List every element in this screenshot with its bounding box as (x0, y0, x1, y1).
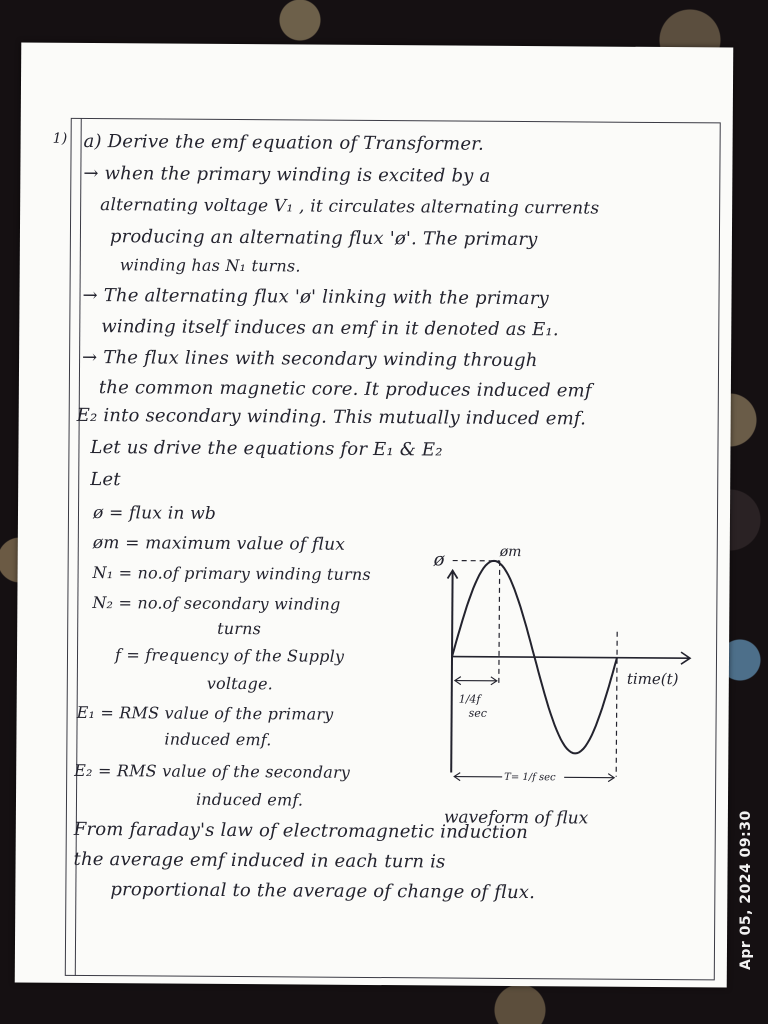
text-line: alternating voltage V₁ , it circulates alternating currents (100, 195, 600, 219)
question-number: 1) (52, 130, 68, 147)
quarter-period-unit: sec (468, 706, 487, 720)
time-axis-label: time(t) (626, 669, 679, 689)
flux-axis (451, 571, 452, 773)
definition-line: N₁ = no.of primary winding turns (92, 563, 371, 584)
quarter-period-guide (499, 561, 500, 686)
definition-line: induced emf. (164, 729, 272, 750)
definition-line: turns (217, 618, 262, 639)
period-end-guide (616, 632, 617, 777)
text-line: producing an alternating flux 'ø'. The primary (109, 226, 538, 251)
definition-line: øm = maximum value of flux (92, 533, 346, 555)
quarter-period-label: 1/4f (458, 692, 481, 706)
flux-axis-label: ø (433, 549, 445, 571)
definition-line: voltage. (206, 673, 274, 694)
definition-line: ø = flux in wb (92, 503, 217, 524)
time-axis (452, 657, 689, 659)
photo-timestamp: Apr 05, 2024 09:30 (738, 810, 754, 970)
definition-line: E₂ = RMS value of the secondary (74, 760, 351, 782)
diagram-caption: waveform of flux (443, 807, 589, 829)
text-line: Let us drive the equations for E₁ & E₂ (90, 437, 443, 461)
text-line: From faraday's law of electromagnetic induction (73, 818, 529, 844)
text-line: → when the primary winding is excited by a (83, 162, 491, 187)
text-line: winding itself induces an emf in it denoted as E₁. (101, 316, 559, 341)
question-heading: a) Derive the emf equation of Transformer. (83, 130, 485, 155)
text-line: the average emf induced in each turn is (73, 848, 446, 873)
definition-line: f = frequency of the Supply (114, 645, 345, 666)
text-line: E₂ into secondary winding. This mutually induced emf. (76, 404, 587, 430)
text-line: → The flux lines with secondary winding through (82, 346, 538, 372)
text-line: proportional to the average of change of flux. (110, 879, 536, 904)
text-line: Let (90, 469, 121, 491)
notebook-page (15, 43, 734, 988)
definition-line: E₁ = RMS value of the primary (76, 702, 334, 724)
definition-line: N₂ = no.of secondary winding (92, 593, 341, 614)
text-line: the common magnetic core. It produces induced emf (98, 377, 592, 402)
peak-label: øm (499, 543, 522, 561)
text-line: winding has N₁ turns. (119, 255, 301, 276)
definition-line: induced emf. (195, 789, 304, 810)
period-label: T= 1/f sec (504, 771, 556, 784)
flux-waveform-diagram (426, 540, 708, 829)
text-line: → The alternating flux 'ø' linking with the primary (82, 284, 550, 310)
